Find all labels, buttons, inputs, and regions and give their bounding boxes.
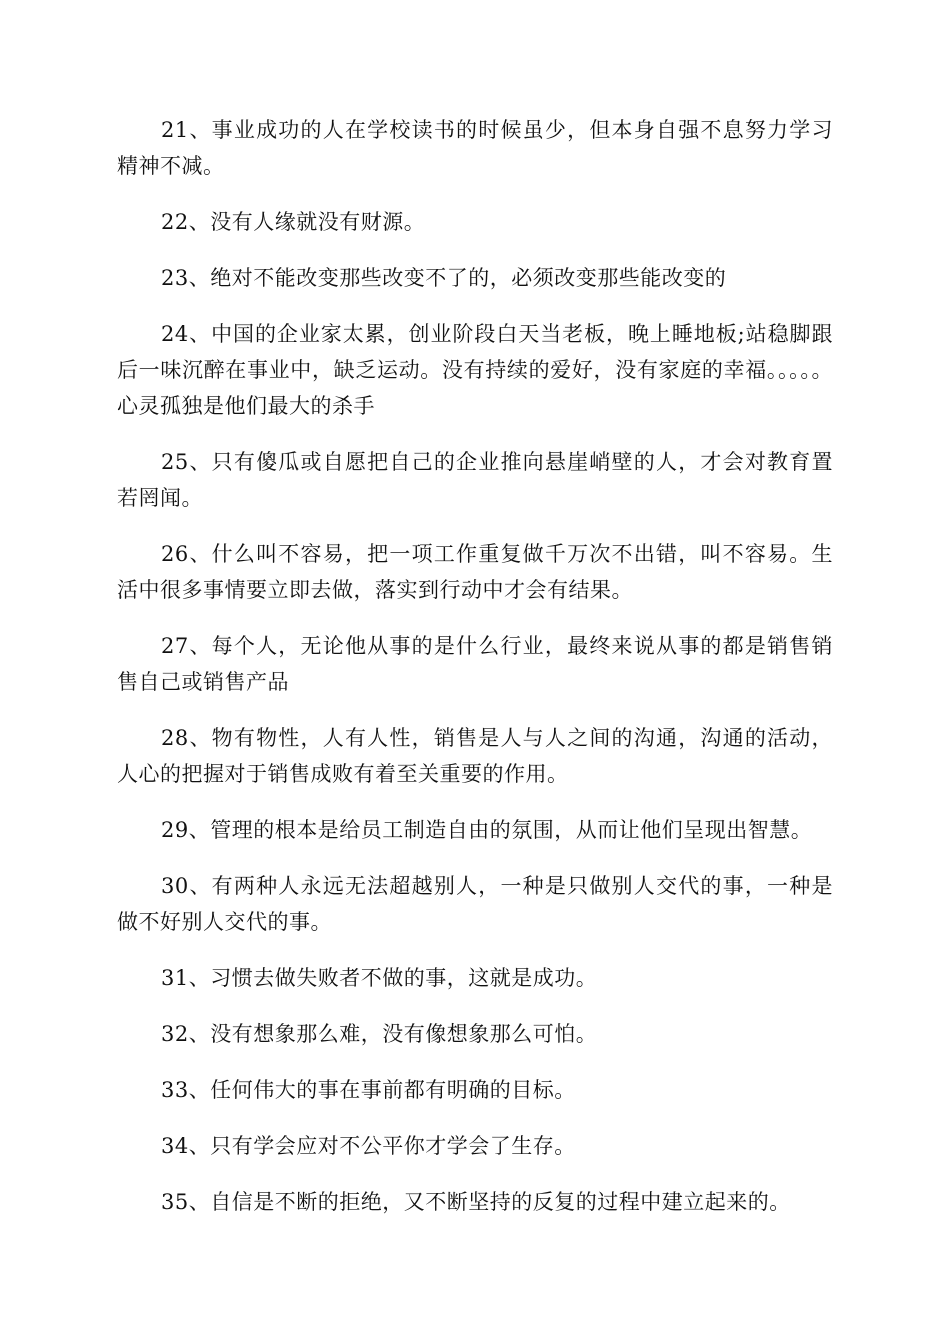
paragraph-26: 26、什么叫不容易，把一项工作重复做千万次不出错，叫不容易。生活中很多事情要立即去做，落实到行动中才会有结果。 — [117, 542, 833, 602]
paragraph-24: 24、中国的企业家太累，创业阶段白天当老板，晚上睡地板;站稳脚跟后一味沉醉在事业中，缺乏运动。没有持续的爱好，没有家庭的幸福。。。。。心灵孤独是他们最大的杀手 — [117, 322, 833, 418]
paragraph-23: 23、绝对不能改变那些改变不了的，必须改变那些能改变的 — [161, 266, 727, 290]
paragraph-29: 29、管理的根本是给员工制造自由的氛围，从而让他们呈现出智慧。 — [161, 818, 813, 842]
paragraph-27: 27、每个人，无论他从事的是什么行业，最终来说从事的都是销售销售自己或销售产品 — [117, 634, 833, 694]
paragraph-32: 32、没有想象那么难，没有像想象那么可怕。 — [161, 1022, 598, 1046]
paragraph-21: 21、事业成功的人在学校读书的时候虽少，但本身自强不息努力学习精神不减。 — [117, 118, 833, 178]
paragraph-25: 25、只有傻瓜或自愿把自己的企业推向悬崖峭壁的人，才会对教育置若罔闻。 — [117, 450, 833, 510]
paragraph-30: 30、有两种人永远无法超越别人，一种是只做别人交代的事，一种是做不好别人交代的事。 — [117, 874, 833, 934]
paragraph-22: 22、没有人缘就没有财源。 — [161, 210, 426, 234]
paragraph-33: 33、任何伟大的事在事前都有明确的目标。 — [161, 1078, 576, 1102]
paragraph-34: 34、只有学会应对不公平你才学会了生存。 — [161, 1134, 576, 1158]
paragraph-31: 31、习惯去做失败者不做的事，这就是成功。 — [161, 966, 598, 990]
paragraph-28: 28、物有物性，人有人性，销售是人与人之间的沟通，沟通的活动，人心的把握对于销售成败有着至关重要的作用。 — [117, 726, 833, 786]
paragraph-35: 35、自信是不断的拒绝，又不断坚持的反复的过程中建立起来的。 — [161, 1190, 791, 1214]
document-body — [117, 112, 833, 1240]
